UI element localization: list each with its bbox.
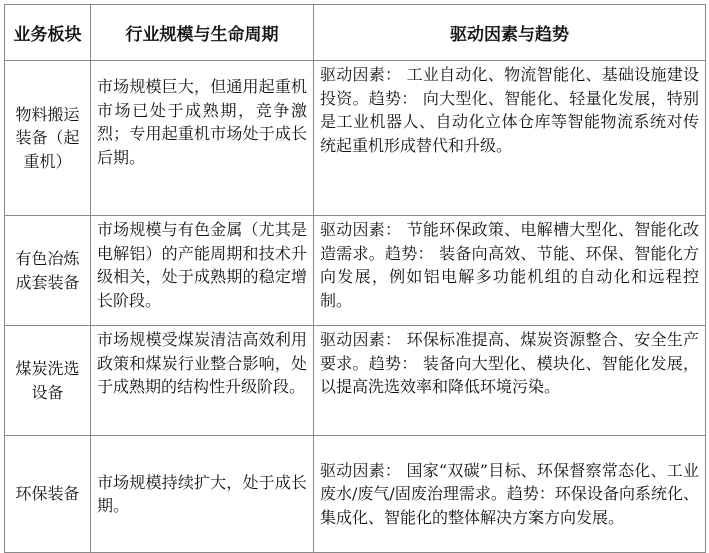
drivers-cell: 驱动因素： 国家“双碳”目标、环保督察常态化、工业废水/废气/固废治理需求。趋势：环保设备向系统化、集成化、智能化的整体解决方案方向发展。 — [314, 436, 706, 553]
scale-cell: 市场规模巨大，但通用起重机市场已处于成熟期，竞争激烈；专用起重机市场处于成长后期。 — [91, 61, 314, 216]
sector-cell: 物料搬运装备（起重机） — [5, 61, 91, 216]
sector-cell: 煤炭洗选设备 — [5, 326, 91, 436]
scale-cell: 市场规模受煤炭清洁高效利用政策和煤炭行业整合影响，处于成熟期的结构性升级阶段。 — [91, 326, 314, 436]
table-row — [5, 216, 706, 326]
drivers-cell: 驱动因素： 节能环保政策、电解槽大型化、智能化改造需求。趋势： 装备向高效、节能、环保、智能化方向发展，例如铝电解多功能机组的自动化和远程控制。 — [314, 216, 706, 326]
industry-analysis-table — [4, 4, 706, 553]
sector-cell: 环保装备 — [5, 436, 91, 553]
drivers-cell: 驱动因素： 工业自动化、物流智能化、基础设施建设投资。趋势： 向大型化、智能化、轻量化发展，特别是工业机器人、自动化立体仓库等智能物流系统对传统起重机形成替代和升级。 — [314, 61, 706, 216]
table-row — [5, 436, 706, 553]
industry-table-container — [4, 4, 705, 525]
header-row — [5, 5, 706, 61]
scale-cell: 市场规模持续扩大，处于成长期。 — [91, 436, 314, 553]
header-scale-lifecycle: 行业规模与生命周期 — [91, 5, 314, 61]
table-row — [5, 61, 706, 216]
table-row — [5, 326, 706, 436]
drivers-cell: 驱动因素： 环保标准提高、煤炭资源整合、安全生产要求。趋势： 装备向大型化、模块化、智能化发展，以提高洗选效率和降低环境污染。 — [314, 326, 706, 436]
scale-cell: 市场规模与有色金属（尤其是电解铝）的产能周期和技术升级相关，处于成熟期的稳定增长阶段。 — [91, 216, 314, 326]
sector-cell: 有色冶炼成套装备 — [5, 216, 91, 326]
header-sector: 业务板块 — [5, 5, 91, 61]
header-drivers-trends: 驱动因素与趋势 — [314, 5, 706, 61]
